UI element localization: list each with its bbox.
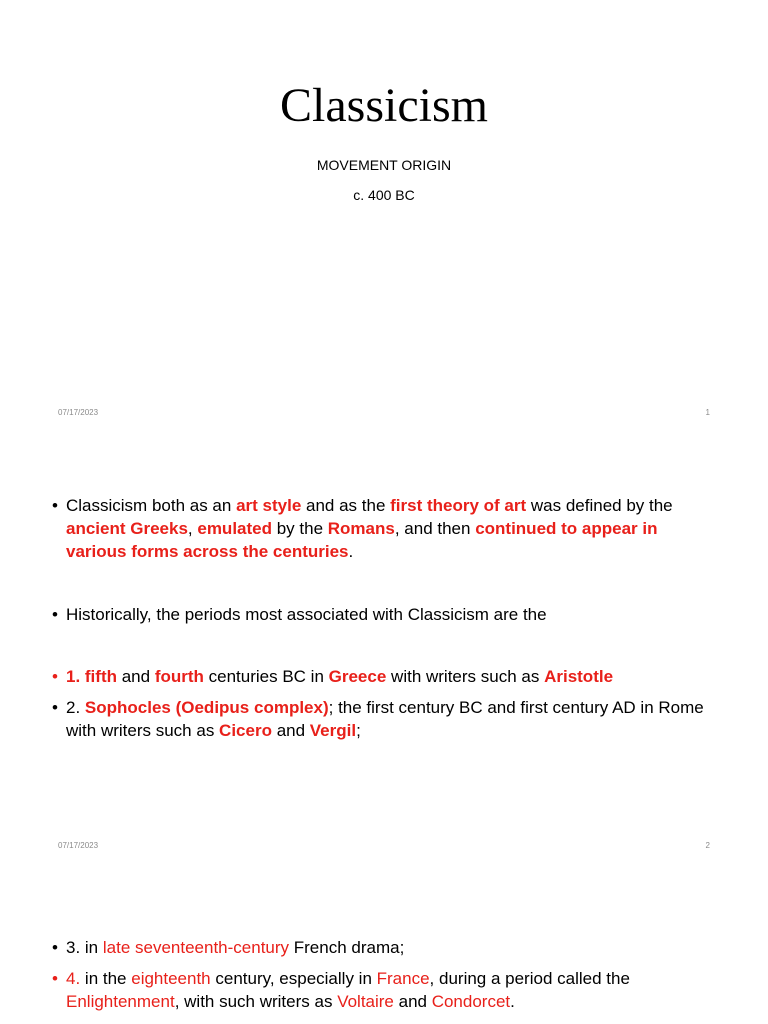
- text: and: [393, 992, 432, 1011]
- text: with writers such as: [386, 667, 545, 686]
- bullet-dot: •: [52, 667, 58, 686]
- highlight-text: art style: [236, 496, 302, 515]
- text: .: [510, 992, 515, 1011]
- text: , with such writers as: [174, 992, 338, 1011]
- bullet-dot: •: [52, 496, 58, 515]
- bullet-dot: •: [52, 698, 58, 717]
- footer-page-number: 1: [705, 408, 710, 417]
- text: by the: [272, 519, 328, 538]
- highlight-text: eighteenth: [131, 969, 211, 988]
- text: 3. in: [66, 938, 103, 957]
- text: ;: [356, 721, 361, 740]
- slide-3: [0, 864, 768, 1024]
- highlight-text: Vergil: [309, 721, 357, 740]
- highlight-text: Condorcet: [431, 992, 511, 1011]
- highlight-text: fourth: [154, 667, 204, 686]
- highlight-text: Voltaire: [337, 992, 394, 1011]
- highlight-text: Greece: [328, 667, 387, 686]
- text: and as the: [301, 496, 391, 515]
- highlight-text: emulated: [197, 519, 272, 538]
- highlight-text: late seventeenth-century: [102, 938, 290, 957]
- highlight-text: ancient Greeks: [66, 519, 188, 538]
- subtitle-movement-origin: MOVEMENT ORIGIN: [316, 157, 452, 173]
- highlight-text: 4.: [66, 969, 81, 988]
- highlight-text: Aristotle: [544, 667, 614, 686]
- bullet-item: [52, 936, 722, 959]
- text: ,: [187, 519, 198, 538]
- footer-date: 07/17/2023: [58, 408, 99, 417]
- text: Historically, the periods most associated with Classicism are the: [66, 605, 547, 624]
- text: , during a period called the: [429, 969, 630, 988]
- bullet-item: [52, 665, 722, 688]
- text: and: [271, 721, 310, 740]
- slide-1: [0, 0, 768, 432]
- slide-title: Classicism: [279, 79, 488, 132]
- subtitle-date: c. 400 BC: [353, 187, 415, 203]
- text: French drama;: [289, 938, 405, 957]
- text: .: [348, 542, 354, 561]
- bullet-item: [52, 696, 722, 742]
- highlight-text: continued to appear in various forms across the centuries: [66, 519, 658, 561]
- text: Classicism both as an: [66, 496, 237, 515]
- bullet-dot: •: [52, 938, 58, 957]
- highlight-text: Cicero: [219, 721, 272, 740]
- text: centuries BC in: [203, 667, 329, 686]
- bullet-dot: •: [52, 969, 58, 988]
- bullet-item: [52, 494, 722, 563]
- footer-page-number: 2: [705, 841, 710, 850]
- text: in the: [80, 969, 132, 988]
- bullet-dot: •: [52, 605, 58, 624]
- text: ; the first century BC and first century AD in Rome with writers such as: [66, 698, 704, 740]
- text: 2.: [66, 698, 85, 717]
- text: century, especially in: [210, 969, 377, 988]
- highlight-text: France: [376, 969, 430, 988]
- highlight-text: first theory of art: [390, 496, 527, 515]
- highlight-text: 1. fifth: [66, 667, 117, 686]
- text: was defined by the: [526, 496, 673, 515]
- text: and: [117, 667, 155, 686]
- highlight-text: Romans: [327, 519, 395, 538]
- bullet-item: [52, 603, 722, 626]
- text: , and then: [394, 519, 476, 538]
- bullet-item: [52, 967, 722, 1013]
- highlight-text: Sophocles (Oedipus complex): [84, 698, 329, 717]
- highlight-text: Enlightenment: [66, 992, 175, 1011]
- footer-date: 07/17/2023: [58, 841, 99, 850]
- slide-2: [0, 432, 768, 864]
